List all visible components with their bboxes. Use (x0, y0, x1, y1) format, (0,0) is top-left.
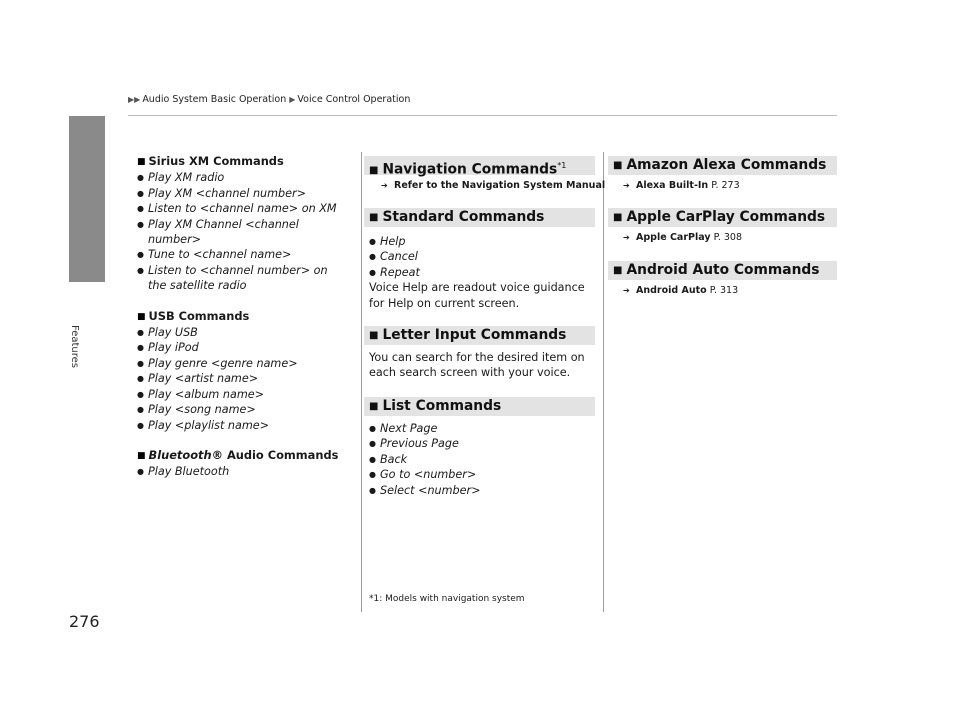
bullet-icon: ● (137, 467, 144, 477)
standard-commands-list (369, 234, 599, 311)
bullet-icon: ● (137, 250, 144, 260)
command-item: ● Play USB (137, 326, 198, 340)
square-bullet-icon: ■ (369, 330, 379, 341)
command-item: ● Help (369, 235, 406, 248)
bullet-icon: ● (137, 358, 144, 368)
navigation-commands-heading: ■ Navigation Commands$^{*1}$ (364, 156, 595, 175)
breadcrumb-arrow-icon: ▶ (289, 95, 296, 104)
breadcrumb (128, 94, 410, 105)
reference-arrow-icon: ➔ (381, 181, 388, 190)
square-bullet-icon: ■ (369, 401, 379, 412)
square-bullet-icon: ■ (137, 157, 146, 167)
bullet-icon: ● (137, 405, 144, 415)
standard-commands-heading: ■ Standard Commands (364, 208, 595, 227)
apple-carplay-commands-heading: ■ Apple CarPlay Commands (608, 208, 837, 227)
chapter-label: Features (69, 325, 80, 368)
command-item: ● Listen to <channel name> on XM (137, 202, 337, 216)
amazon-alexa-commands-heading: ■ Amazon Alexa Commands (608, 156, 837, 175)
bullet-icon: ● (137, 343, 144, 353)
list-commands-list (369, 421, 599, 498)
reference-arrow-icon: ➔ (623, 233, 630, 242)
bullet-icon: ● (369, 424, 376, 433)
bullet-icon: ● (369, 237, 376, 246)
navigation-manual-reference[interactable]: ➔ Refer to the Navigation System Manual (381, 180, 606, 191)
chapter-tab (69, 116, 105, 282)
square-bullet-icon: ■ (613, 160, 623, 171)
sirius-xm-commands-heading: ■ Sirius XM Commands (137, 154, 284, 168)
command-item: ● Play <artist name> (137, 372, 259, 386)
bullet-icon: ● (137, 328, 144, 338)
android-auto-reference[interactable]: ➔ Android Auto P. 313 (623, 285, 739, 296)
bullet-icon: ● (137, 173, 144, 183)
command-item: ● Play <song name> (137, 403, 256, 417)
breadcrumb-item-voice-control[interactable]: Voice Control Operation (297, 94, 411, 105)
command-item: ● Next Page (369, 422, 438, 435)
bullet-icon: ● (137, 204, 144, 214)
command-item: ● Go to <number> (369, 468, 477, 482)
command-item: ● Play XM <channel number> (137, 186, 306, 200)
letter-input-commands-heading: ■ Letter Input Commands (364, 326, 595, 345)
command-item: ● Play genre <genre name> (137, 356, 298, 370)
standard-commands-description: Voice Help are readout voice guidance for Help on current screen. (369, 281, 585, 310)
command-item: ● Listen to <channel number> on the satellite radio (137, 263, 328, 293)
bullet-icon: ● (137, 420, 144, 430)
reference-arrow-icon: ➔ (623, 181, 630, 190)
command-item: ● Play <playlist name> (137, 418, 270, 432)
bullet-icon: ● (369, 252, 376, 262)
bullet-icon: ● (137, 265, 144, 275)
alexa-built-in-reference[interactable]: ➔ Alexa Built-In P. 273 (623, 180, 740, 191)
square-bullet-icon: ■ (613, 265, 623, 276)
reference-arrow-icon: ➔ (623, 286, 630, 295)
page-number: 276 (69, 612, 100, 631)
square-bullet-icon: ■ (369, 212, 379, 223)
bullet-icon: ● (369, 439, 376, 449)
column-divider (361, 152, 362, 612)
bullet-icon: ● (137, 219, 144, 229)
bullet-icon: ● (137, 188, 144, 198)
android-auto-commands-heading: ■ Android Auto Commands (608, 261, 837, 280)
left-column (137, 154, 352, 480)
command-item: ● Previous Page (369, 437, 459, 451)
command-item: ● Play <album name> (137, 387, 264, 401)
bullet-icon: ● (369, 454, 376, 464)
command-item: ● Play iPod (137, 341, 199, 355)
bullet-icon: ● (137, 389, 144, 399)
bullet-icon: ● (369, 485, 376, 495)
command-item: ● Repeat (369, 265, 420, 279)
command-item: ● Play Bluetooth (137, 465, 230, 479)
column-divider (603, 152, 604, 612)
apple-carplay-reference[interactable]: ➔ Apple CarPlay P. 308 (623, 232, 743, 243)
letter-input-description: You can search for the desired item on each search screen with your voice. (369, 351, 585, 380)
breadcrumb-arrow-icon: ▶▶ (128, 95, 141, 104)
square-bullet-icon: ■ (369, 164, 379, 176)
command-item: ● Tune to <channel name> (137, 248, 292, 262)
command-item: ● Cancel (369, 250, 418, 264)
bullet-icon: ● (369, 470, 376, 480)
square-bullet-icon: ■ (613, 212, 623, 223)
command-item: ● Back (369, 452, 408, 466)
usb-commands-heading: ■ USB Commands (137, 308, 250, 323)
square-bullet-icon: ■ (137, 450, 146, 461)
footnote: *1: Models with navigation system (369, 594, 525, 604)
breadcrumb-item-audio-system[interactable]: Audio System Basic Operation (142, 94, 287, 105)
bullet-icon: ● (369, 267, 376, 277)
command-item: ● Select <number> (369, 483, 481, 497)
command-item: ● Play XM radio (137, 171, 225, 185)
header-divider (128, 115, 837, 116)
square-bullet-icon: ■ (137, 311, 146, 322)
list-commands-heading: ■ List Commands (364, 397, 595, 416)
bullet-icon: ● (137, 374, 144, 384)
command-item: ● Play XM Channel <channel number> (137, 217, 299, 247)
bluetooth-audio-commands-heading: ■ Bluetooth® Audio Commands (137, 447, 339, 462)
